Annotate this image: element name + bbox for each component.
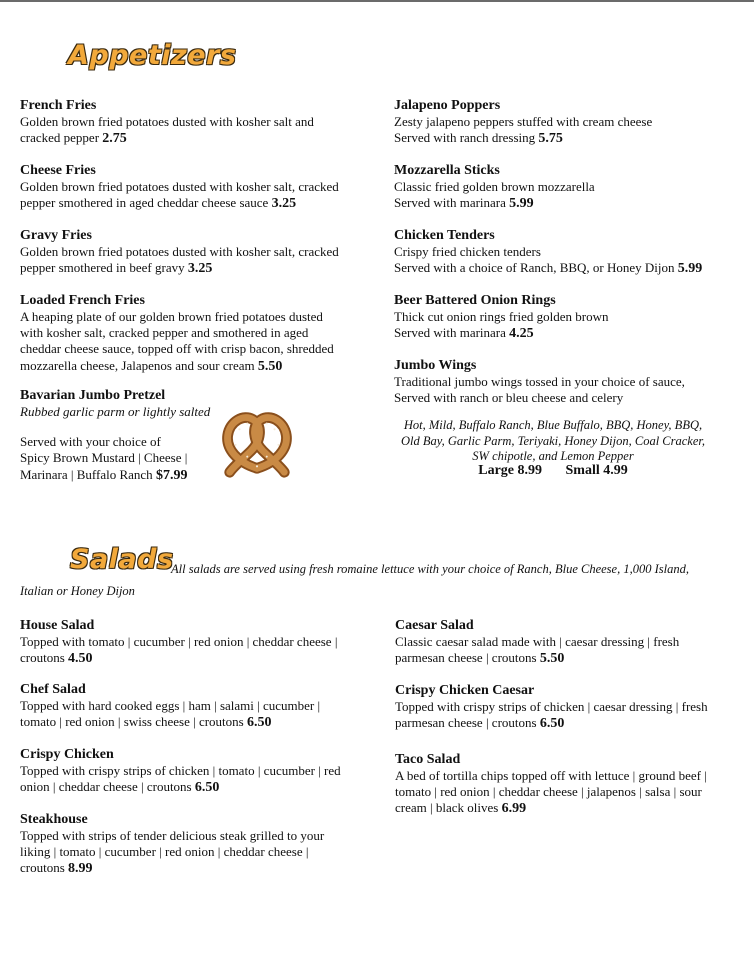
item-desc-line: Crispy fried chicken tenders <box>394 244 541 259</box>
salads-heading: Salads <box>70 544 174 575</box>
top-border <box>0 0 754 2</box>
item-name: Gravy Fries <box>20 228 92 243</box>
item-desc-line: Zesty jalapeno peppers stuffed with cream cheese <box>394 114 653 129</box>
item-name: Chicken Tenders <box>394 228 495 243</box>
item-name: Caesar Salad <box>395 618 474 633</box>
item-desc-line: Served with a choice of Ranch, BBQ, or Honey Dijon <box>394 260 675 276</box>
menu-item-wings <box>394 357 734 406</box>
menu-item <box>20 811 350 878</box>
item-desc-line: Traditional jumbo wings tossed in your choice of sauce, <box>394 374 685 389</box>
item-desc: Topped with hard cooked eggs | ham | salami | cucumber | tomato | red onion | swiss cheese | croutons <box>20 698 321 730</box>
menu-item <box>20 681 350 731</box>
sauce-line: SW chipotle, and Lemon Pepper <box>472 449 634 463</box>
item-note: Rubbed garlic parm or lightly salted <box>20 404 211 419</box>
item-desc: Classic caesar salad made with | caesar dressing | fresh parmesan cheese | croutons <box>395 634 680 666</box>
item-price: 6.50 <box>539 716 565 732</box>
item-price: 8.99 <box>68 861 93 877</box>
item-price: 5.99 <box>677 261 703 277</box>
item-desc: Topped with tomato | cucumber | red onion | cheddar cheese | croutons <box>20 634 338 666</box>
item-desc-line: Served with your choice of <box>20 434 161 450</box>
item-name: Beer Battered Onion Rings <box>394 293 556 308</box>
menu-item <box>395 617 725 667</box>
sauce-line: Old Bay, Garlic Parm, Teriyaki, Honey Dijon, Coal Cracker, <box>400 433 706 448</box>
item-desc-line: Spicy Brown Mustard | Cheese | <box>20 450 188 466</box>
item-desc: Topped with crispy strips of chicken | tomato | cucumber | red onion | cheddar cheese | croutons <box>20 763 341 795</box>
wing-sizes <box>388 463 718 479</box>
item-name: Chef Salad <box>20 682 86 697</box>
item-desc-line: Served with ranch dressing <box>394 130 536 146</box>
item-desc: Golden brown fried potatoes dusted with kosher salt, cracked pepper smothered in aged cheddar cheese sauce <box>20 179 339 211</box>
menu-item <box>394 292 734 342</box>
item-name: French Fries <box>20 98 97 113</box>
salads-note: All salads are served using fresh romaine lettuce with your choice of Ranch, Blue Cheese, 1,000 Island, <box>171 562 689 576</box>
menu-item <box>394 97 734 147</box>
item-price: 4.25 <box>509 326 534 342</box>
menu-item <box>20 162 345 212</box>
item-desc-line: Served with marinara <box>394 325 506 341</box>
menu-item <box>20 227 345 277</box>
menu-item <box>20 746 350 796</box>
wing-sauce-list <box>388 418 718 465</box>
item-desc-line: Marinara | Buffalo Ranch <box>20 466 153 482</box>
item-price: 5.75 <box>538 131 563 147</box>
item-price: 4.50 <box>68 651 93 667</box>
item-desc-line: Served with ranch or bleu cheese and celery <box>394 390 624 406</box>
item-name: Jumbo Wings <box>394 358 477 373</box>
item-desc: Golden brown fried potatoes dusted with kosher salt and cracked pepper <box>20 114 314 146</box>
menu-item <box>394 227 734 277</box>
sauce-line: Hot, Mild, Buffalo Ranch, Blue Buffalo, BBQ, Honey, BBQ, <box>403 418 703 432</box>
item-name: Bavarian Jumbo Pretzel <box>20 388 166 403</box>
item-desc-line: Served with marinara <box>394 195 506 211</box>
wing-size-large: Large 8.99 <box>478 463 543 478</box>
item-name: Mozzarella Sticks <box>394 163 500 178</box>
item-name: Steakhouse <box>20 812 88 827</box>
item-name: Jalapeno Poppers <box>394 98 501 113</box>
menu-item <box>20 292 345 375</box>
item-name: Crispy Chicken <box>20 747 114 762</box>
item-price: 6.99 <box>501 801 527 817</box>
item-name: Crispy Chicken Caesar <box>395 683 535 698</box>
item-name: House Salad <box>20 618 95 633</box>
wing-size-small: Small 4.99 <box>565 463 628 478</box>
item-desc: A heaping plate of our golden brown fried potatoes dusted with kosher salt, cracked pepper and smothered in aged cheddar cheese sauce, topped off with crisp bacon, shredded mozzarella cheese, Jalapenos and sour cream <box>20 309 334 373</box>
item-price: 5.50 <box>539 651 565 667</box>
item-price: 6.50 <box>194 780 220 796</box>
menu-item-pretzel <box>20 387 220 484</box>
appetizers-heading: Appetizers <box>68 40 237 71</box>
item-desc-line: Thick cut onion rings fried golden brown <box>394 309 609 324</box>
item-desc: Topped with strips of tender delicious steak grilled to your liking | tomato | cucumber | red onion | cheddar cheese | croutons <box>20 828 325 876</box>
menu-item <box>20 617 350 667</box>
item-name: Cheese Fries <box>20 163 96 178</box>
item-price: 5.50 <box>257 358 283 374</box>
item-desc: Golden brown fried potatoes dusted with kosher salt, cracked pepper smothered in beef gravy <box>20 244 339 276</box>
item-name: Taco Salad <box>395 752 461 767</box>
menu-item <box>394 162 734 212</box>
pretzel-icon <box>218 402 296 480</box>
item-desc: A bed of tortilla chips topped off with lettuce | ground beef | tomato | red onion | cheddar cheese | jalapenos | salsa | sour cream | black olives <box>395 768 707 816</box>
item-price: 2.75 <box>102 131 127 147</box>
menu-item <box>395 751 725 818</box>
item-price: 5.99 <box>509 196 534 212</box>
item-price: 3.25 <box>271 196 297 212</box>
item-desc-line: Classic fried golden brown mozzarella <box>394 179 595 194</box>
menu-item <box>395 682 725 732</box>
item-name: Loaded French Fries <box>20 293 145 308</box>
item-price: $7.99 <box>155 467 188 483</box>
menu-item <box>20 97 345 147</box>
item-desc: Topped with crispy strips of chicken | caesar dressing | fresh parmesan cheese | croutons <box>395 699 708 731</box>
salads-note-continued: Italian or Honey Dijon <box>20 584 135 598</box>
item-price: 6.50 <box>246 715 272 731</box>
item-price: 3.25 <box>187 261 213 277</box>
